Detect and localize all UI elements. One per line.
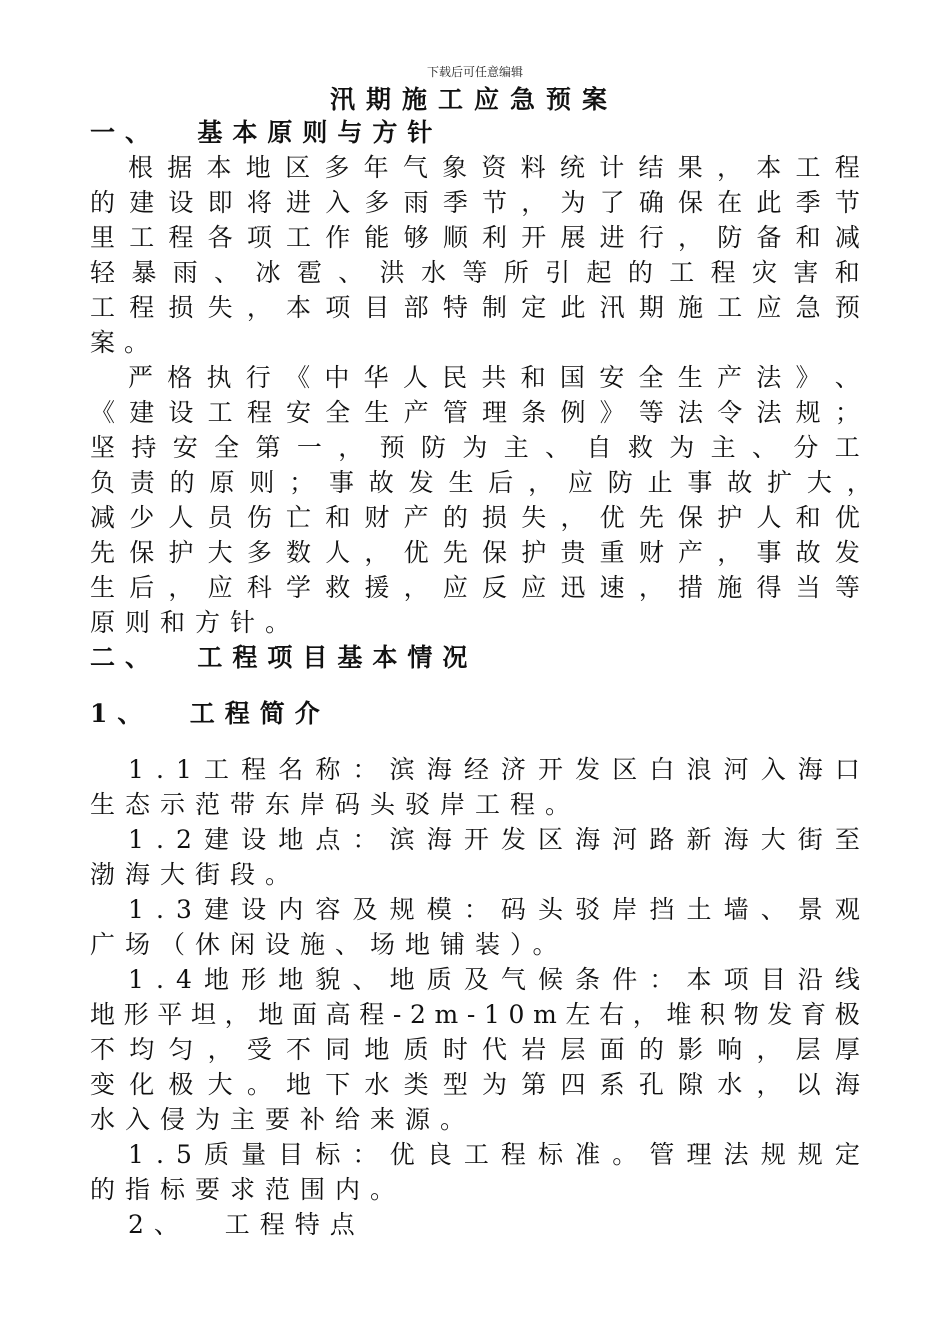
item-line: 1 . 3 建 设 内 容 及 规 模 ： 码 头 驳 岸 挡 土 墙 、 景 观 [128, 895, 860, 924]
paragraph-line: 负 责 的 原 则 ； 事 故 发 生 后 ， 应 防 止 事 故 扩 大 ， [90, 468, 872, 497]
item-line: 1 . 2 建 设 地 点 ： 滨 海 开 发 区 海 河 路 新 海 大 街 至 [128, 825, 860, 854]
paragraph-line: 案。 [90, 328, 159, 357]
paragraph-line: 根 据 本 地 区 多 年 气 象 资 料 统 计 结 果 ， 本 工 程 [128, 153, 860, 182]
subsection-heading: 2、 工程特点 [128, 1210, 365, 1239]
item-line: 广场（休闲设施、场地铺装）。 [90, 930, 568, 959]
paragraph-line: 先 保 护 大 多 数 人 ， 优 先 保 护 贵 重 财 产 ， 事 故 发 [90, 538, 860, 567]
item-line: 水入侵为主要补给来源。 [90, 1105, 476, 1134]
section-heading: 一、 基本原则与方针 [90, 118, 443, 147]
paragraph-line: 减 少 人 员 伤 亡 和 财 产 的 损 失 ， 优 先 保 护 人 和 优 [90, 503, 860, 532]
paragraph-line: 工 程 损 失 ， 本 项 目 部 特 制 定 此 汛 期 施 工 应 急 预 [90, 293, 860, 322]
page-title: 汛期施工应急预案 [330, 85, 619, 114]
paragraph-line: 的 建 设 即 将 进 入 多 雨 季 节 ， 为 了 确 保 在 此 季 节 [90, 188, 860, 217]
item-line: 1 . 1 工 程 名 称 ： 滨 海 经 济 开 发 区 白 浪 河 入 海 口 [128, 755, 860, 784]
paragraph-line: 坚 持 安 全 第 一 ， 预 防 为 主 、 自 救 为 主 、 分 工 [90, 433, 860, 462]
item-line: 1 . 4 地 形 地 貌 、 地 质 及 气 候 条 件 ： 本 项 目 沿 线 [128, 965, 860, 994]
paragraph-line: 《 建 设 工 程 安 全 生 产 管 理 条 例 》 等 法 令 法 规 ； [90, 398, 860, 427]
item-line: 变 化 极 大 。 地 下 水 类 型 为 第 四 系 孔 隙 水 ， 以 海 [90, 1070, 860, 1099]
paragraph-line: 里 工 程 各 项 工 作 能 够 顺 利 开 展 进 行 ， 防 备 和 减 [90, 223, 860, 252]
item-line: 的指标要求范围内。 [90, 1175, 406, 1204]
subsection-heading: 1、 工程简介 [90, 699, 330, 728]
item-line: 1 . 5 质 量 目 标 ： 优 良 工 程 标 准 。 管 理 法 规 规 定 [128, 1140, 860, 1169]
item-line: 不 均 匀 ， 受 不 同 地 质 时 代 岩 层 面 的 影 响 ， 层 厚 [90, 1035, 860, 1064]
header-note: 下载后可任意编辑 [426, 65, 523, 79]
paragraph-line: 严 格 执 行 《 中 华 人 民 共 和 国 安 全 生 产 法 》 、 [128, 363, 860, 392]
item-line: 渤海大街段。 [90, 860, 301, 889]
section-heading: 二、 工程项目基本情况 [90, 643, 478, 672]
item-line: 生态示范带东岸码头驳岸工程。 [90, 790, 581, 819]
item-line: 地 形 平 坦 ， 地 面 高 程 - 2 m - 1 0 m 左 右 ， 堆 积 物 发 育 极 [90, 1000, 860, 1029]
paragraph-line: 原则和方针。 [90, 608, 301, 637]
paragraph-line: 生 后 ， 应 科 学 救 援 ， 应 反 应 迅 速 ， 措 施 得 当 等 [90, 573, 860, 602]
paragraph-line: 轻 暴 雨 、 冰 雹 、 洪 水 等 所 引 起 的 工 程 灾 害 和 [90, 258, 860, 287]
